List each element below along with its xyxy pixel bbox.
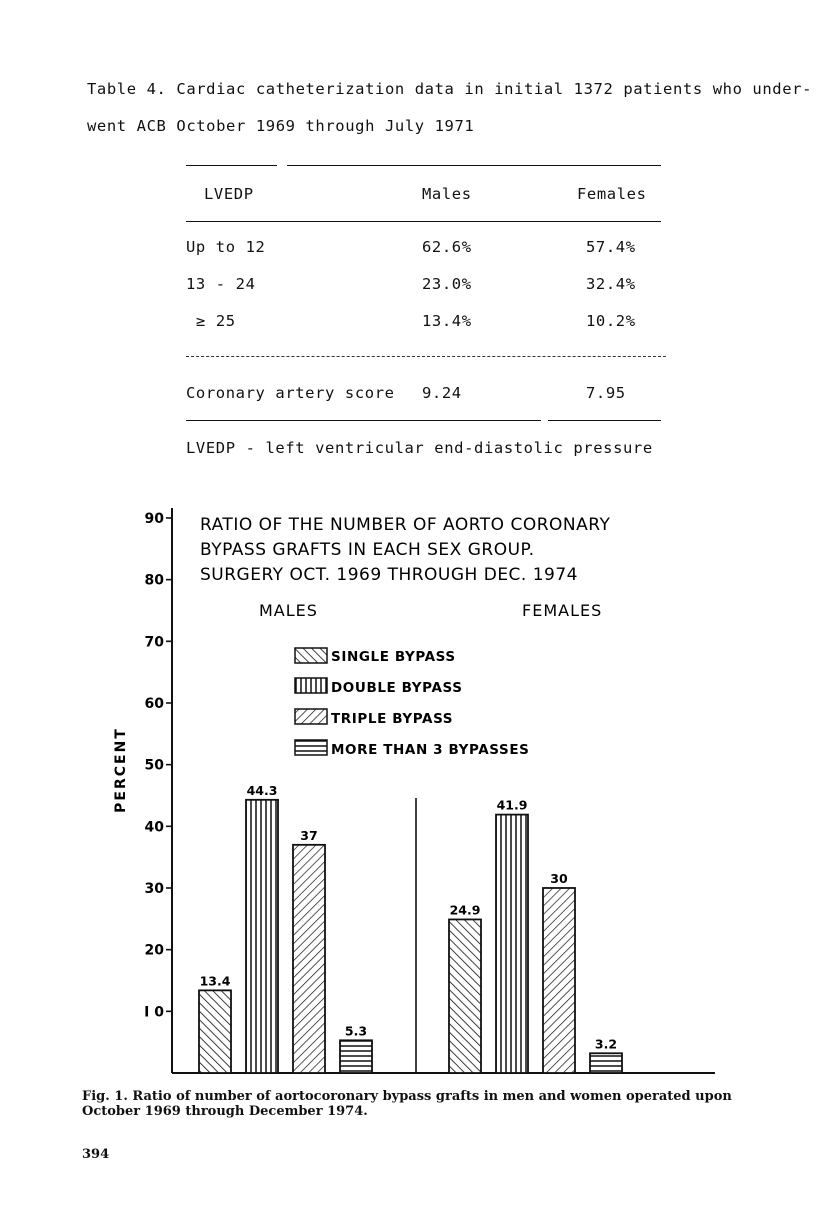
chart-title-line-1: RATIO OF THE NUMBER OF AORTO CORONARY [200, 515, 611, 535]
legend-label-more: MORE THAN 3 BYPASSES [331, 742, 530, 758]
bar-value-label: 41.9 [496, 797, 528, 813]
y-axis-label: PERCENT [113, 727, 129, 813]
table-header-males: Males [422, 185, 472, 203]
table-summary-label: Coronary artery score [186, 384, 395, 402]
bar-females-triple [543, 888, 575, 1073]
y-tick-label: 30 [144, 880, 164, 897]
table-top-rule-left [186, 165, 277, 166]
bar-value-label: 13.4 [199, 973, 231, 989]
table-cell-row2-males: 23.0% [422, 275, 472, 293]
page-number: 394 [82, 1147, 110, 1162]
y-tick-label: 90 [144, 510, 164, 527]
y-tick-label: 50 [144, 757, 164, 774]
table-cell-row1-females: 57.4% [586, 238, 636, 256]
bar-females-more [590, 1053, 622, 1073]
table-cell-row3-females: 10.2% [586, 312, 636, 330]
bar-males-triple [293, 845, 325, 1073]
y-tick-label: 80 [144, 572, 164, 589]
legend-label-double: DOUBLE BYPASS [331, 680, 463, 696]
y-tick-label: 40 [144, 819, 164, 836]
legend-swatch-triple [295, 709, 327, 724]
group-label-females: FEMALES [522, 601, 603, 620]
bar-males-more [340, 1040, 372, 1073]
legend-label-triple: TRIPLE BYPASS [331, 711, 454, 727]
figure-caption: Fig. 1. Ratio of number of aortocoronary bypass grafts in men and women operated upon October 1969 through December 1974. [82, 1089, 732, 1119]
y-tick-label: I 0 [144, 1004, 164, 1021]
y-tick-label: 70 [144, 634, 164, 651]
table-dashed-divider [186, 356, 666, 357]
table-cell-row1-label: Up to 12 [186, 238, 266, 256]
table-header-females: Females [577, 185, 647, 203]
y-tick-label: 60 [144, 695, 164, 712]
table-cell-row3-males: 13.4% [422, 312, 472, 330]
bar-value-label: 24.9 [449, 902, 481, 918]
legend-swatch-single [295, 648, 327, 663]
bar-value-label: 5.3 [344, 1023, 368, 1039]
table-cell-row2-females: 32.4% [586, 275, 636, 293]
bar-males-double [246, 800, 278, 1073]
table-summary-males: 9.24 [422, 384, 462, 402]
table-summary-females: 7.95 [586, 384, 626, 402]
bar-value-label: 3.2 [594, 1036, 618, 1052]
bar-value-label: 30 [550, 870, 568, 886]
bar-value-label: 37 [300, 827, 318, 843]
bar-males-single [199, 990, 231, 1073]
table-bottom-rule-right [548, 420, 661, 421]
legend-label-single: SINGLE BYPASS [331, 649, 456, 665]
table-caption-line-1: Table 4. Cardiac catheterization data in initial 1372 patients who under- [87, 80, 813, 98]
table-top-rule-right [287, 165, 661, 166]
legend-swatch-double [295, 678, 327, 693]
table-cell-row2-label: 13 - 24 [186, 275, 256, 293]
bypass-chart [0, 490, 816, 1085]
group-label-males: MALES [259, 601, 318, 620]
legend-swatch-more [295, 740, 327, 755]
table-header-rule [186, 221, 661, 222]
bar-females-double [496, 815, 528, 1073]
bar-value-label: 44.3 [246, 782, 278, 798]
y-tick-label: 20 [144, 942, 164, 959]
table-header-lvedp: LVEDP [204, 185, 254, 203]
table-caption-line-2: went ACB October 1969 through July 1971 [87, 117, 475, 135]
table-footnote: LVEDP - left ventricular end-diastolic pressure [186, 439, 653, 457]
bar-females-single [449, 919, 481, 1073]
chart-title-line-2: BYPASS GRAFTS IN EACH SEX GROUP. [200, 540, 535, 560]
table-cell-row1-males: 62.6% [422, 238, 472, 256]
table-cell-row3-label: ≥ 25 [196, 312, 236, 330]
chart-title-line-3: SURGERY OCT. 1969 THROUGH DEC. 1974 [200, 565, 579, 585]
table-bottom-rule-left [186, 420, 541, 421]
